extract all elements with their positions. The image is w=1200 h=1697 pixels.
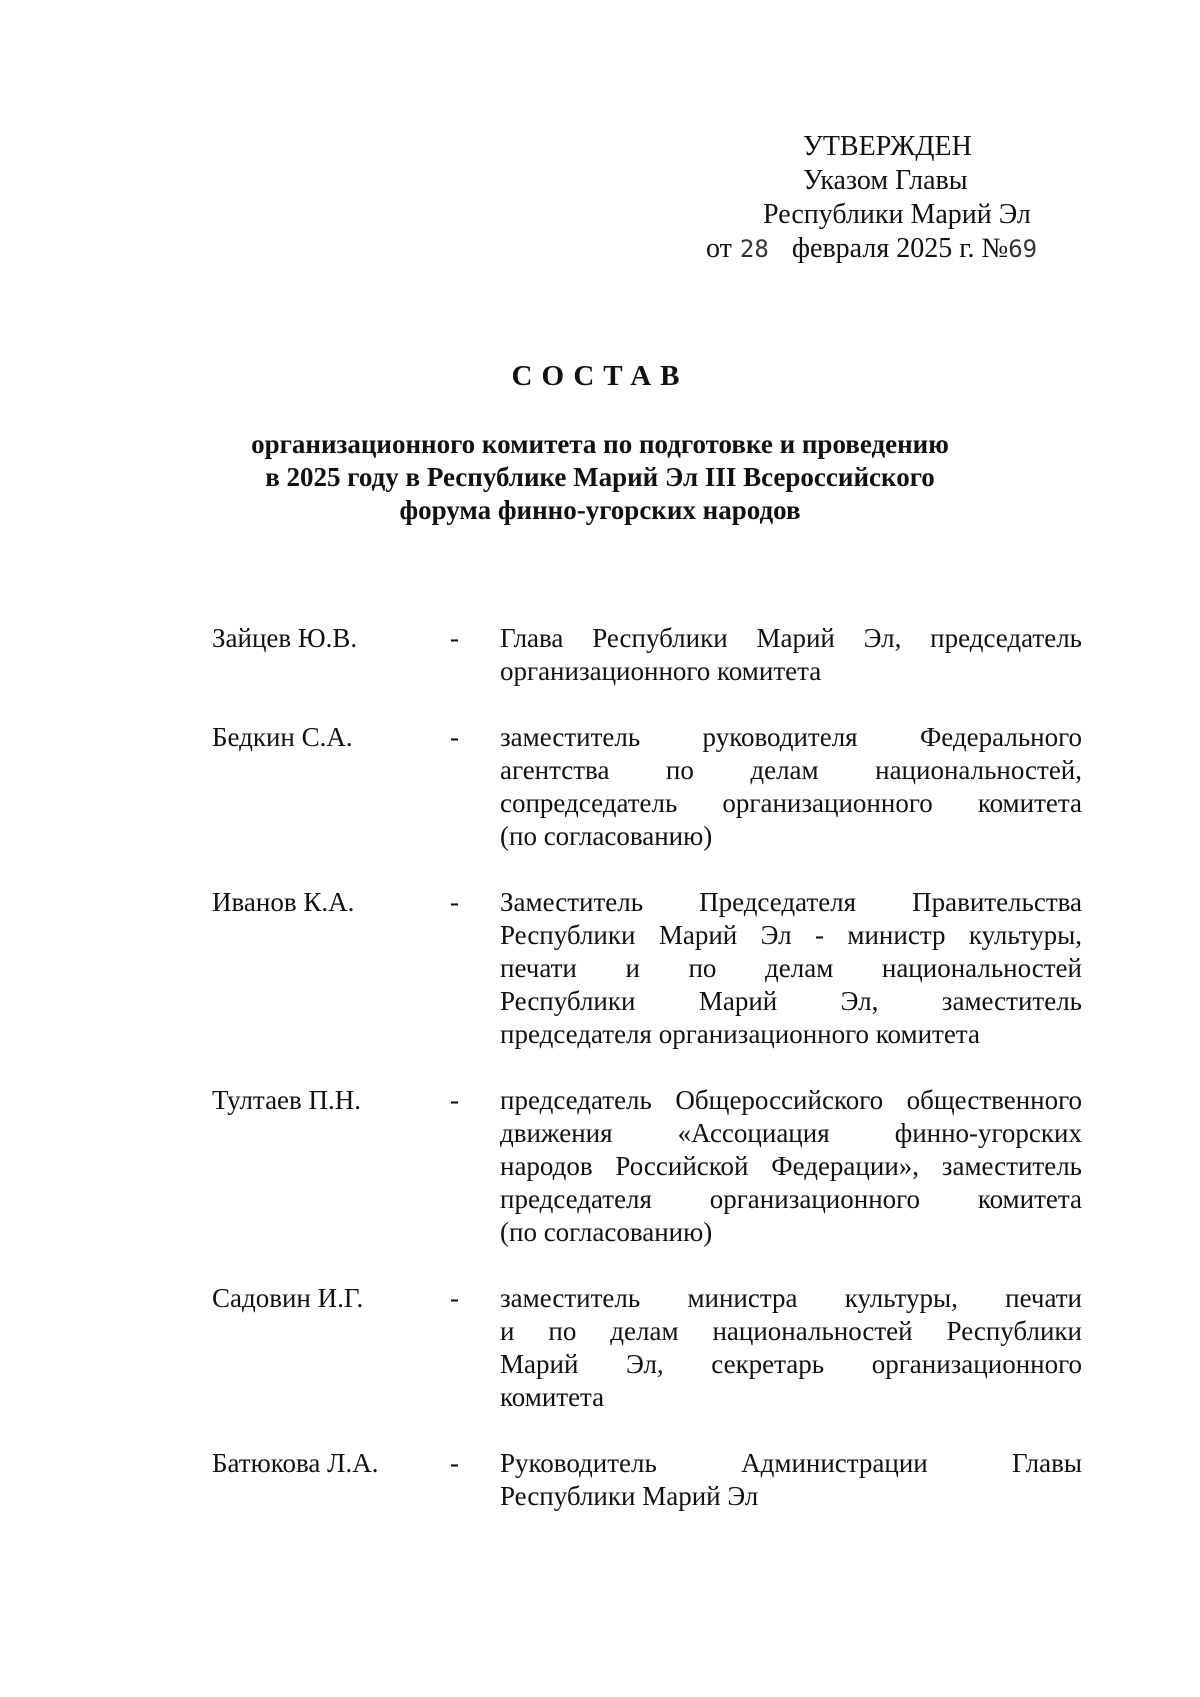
member-role-line: заместитель руководителя Федерального [500, 722, 1082, 752]
member-role [500, 1282, 1082, 1414]
date-month-year: февраля 2025 г. № [791, 233, 1009, 264]
member-name: Батюкова Л.А. [212, 1448, 379, 1478]
member-dash: - [450, 887, 459, 917]
member-role-line: председателя организационного комитета [500, 1184, 1082, 1214]
member-role-line: Руководитель Администрации Главы [500, 1448, 1082, 1478]
member-row [212, 886, 1082, 1051]
approval-stamp [700, 130, 1060, 266]
member-role [500, 1084, 1082, 1249]
approval-date-line [700, 232, 1060, 266]
member-row [212, 1282, 1082, 1414]
subtitle-line: форума финно-угорских народов [399, 495, 801, 525]
member-dash: - [450, 1085, 459, 1115]
members-list [212, 622, 1082, 1546]
member-dash: - [450, 623, 459, 653]
member-name: Иванов К.А. [212, 887, 355, 917]
member-role [500, 721, 1082, 853]
member-role [500, 1447, 1082, 1513]
member-name: Бедкин С.А. [212, 722, 353, 752]
member-name: Тултаев П.Н. [212, 1085, 362, 1115]
member-role-line: Глава Республики Марий Эл, председатель [500, 623, 1082, 653]
member-row [212, 1447, 1082, 1513]
member-role-line: Марий Эл, секретарь организационного [500, 1349, 1082, 1379]
member-role-line: и по делам национальностей Республики [500, 1316, 1082, 1346]
member-role-line: Республики Марий Эл, заместитель [500, 986, 1082, 1016]
member-role-line: Республики Марий Эл - министр культуры, [500, 920, 1082, 950]
member-role-line: (по согласованию) [500, 1217, 713, 1247]
member-role-line: печати и по делам национальностей [500, 953, 1082, 983]
document-subtitle [0, 428, 1200, 527]
document-title: СОСТАВ [511, 360, 689, 392]
approval-heading: УТВЕРЖДЕН [803, 131, 972, 162]
date-day: 28 [739, 235, 769, 263]
member-row [212, 721, 1082, 853]
member-role-line: организационного комитета [500, 656, 822, 686]
member-role-line: председателя организационного комитета [500, 1019, 980, 1049]
member-row [212, 622, 1082, 688]
member-role-line: народов Российской Федерации», заместитель [500, 1151, 1082, 1181]
approval-republic: Республики Марий Эл [763, 199, 1031, 230]
member-role-line: сопредседатель организационного комитета [500, 788, 1082, 818]
decree-number: 69 [1008, 235, 1038, 263]
member-role-line: (по согласованию) [500, 821, 713, 851]
member-role [500, 886, 1082, 1051]
member-role [500, 622, 1082, 688]
subtitle-line: в 2025 году в Республике Марий Эл III Всероссийского [265, 462, 935, 492]
member-role-line: Республики Марий Эл [500, 1481, 759, 1511]
member-role-line: председатель Общероссийского общественного [500, 1085, 1082, 1115]
member-name: Садовин И.Г. [212, 1283, 364, 1313]
member-role-line: движения «Ассоциация финно-угорских [500, 1118, 1082, 1148]
approval-by-decree: Указом Главы [803, 165, 968, 196]
member-name: Зайцев Ю.В. [212, 623, 358, 653]
member-dash: - [450, 1448, 459, 1478]
date-prefix: от [706, 233, 732, 264]
member-role-line: Заместитель Председателя Правительства [500, 887, 1082, 917]
subtitle-line: организационного комитета по подготовке и проведению [251, 429, 949, 459]
member-dash: - [450, 1283, 459, 1313]
member-role-line: комитета [500, 1382, 605, 1412]
member-role-line: заместитель министра культуры, печати [500, 1283, 1082, 1313]
member-dash: - [450, 722, 459, 752]
member-row [212, 1084, 1082, 1249]
member-role-line: агентства по делам национальностей, [500, 755, 1082, 785]
